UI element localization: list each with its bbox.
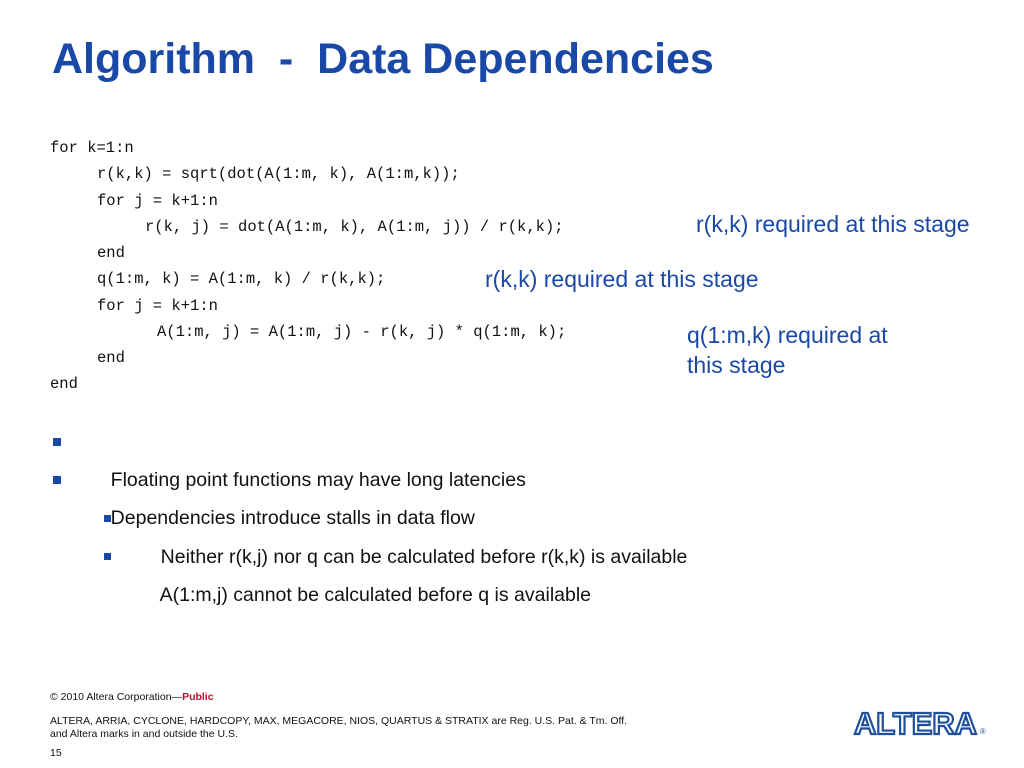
bullet-square-icon [104,515,111,522]
registered-mark: ® [980,727,986,736]
annotation-q-line1: q(1:m,k) required at [687,322,888,348]
altera-logo-text: ALTERA [854,706,977,739]
altera-logo [852,705,987,739]
public-label: Public [182,691,214,703]
code-line: A(1:m, j) = A(1:m, j) - r(k, j) * q(1:m, k); [157,323,567,341]
copyright-text: © 2010 Altera Corporation— [50,691,183,703]
slide-title: Algorithm - Data Dependencies [52,35,714,83]
code-line: end [97,244,125,262]
code-line: for k=1:n [50,139,134,157]
footer-trademark-line2: and Altera marks in and outside the U.S. [50,728,238,740]
footer-trademark-line1: ALTERA, ARRIA, CYCLONE, HARDCOPY, MAX, MEGACORE, NIOS, QUARTUS & STRATIX are Reg. U.S. Pat. & Tm. Off. [50,715,628,727]
code-line: end [50,375,78,393]
page-number: 15 [50,747,62,759]
code-line: r(k,k) = sqrt(dot(A(1:m, k), A(1:m,k)); [97,165,460,183]
bullet-text: Dependencies introduce stalls in data flow [110,507,475,529]
bullet-text: Floating point functions may have long latencies [110,469,526,491]
bullet-square-icon [53,476,61,484]
code-line: r(k, j) = dot(A(1:m, k), A(1:m, j)) / r(k,k); [145,218,564,236]
bullet-square-icon [104,553,111,560]
annotation-q [687,320,888,380]
bullet-text: A(1:m,j) cannot be calculated before q is available [159,584,592,606]
code-line: q(1:m, k) = A(1:m, k) / r(k,k); [97,270,386,288]
footer-copyright [50,692,214,703]
code-line: for j = k+1:n [97,297,218,315]
code-line: end [97,349,125,367]
bullet-square-icon [53,438,61,446]
annotation-rkk-outer: r(k,k) required at this stage [485,266,759,292]
annotation-q-line2: this stage [687,352,786,378]
bullet-text: Neither r(k,j) nor q can be calculated before r(k,k) is available [160,546,688,568]
annotation-rkk-inner: r(k,k) required at this stage [696,211,970,237]
sub-bullet-item [139,547,591,625]
code-line: for j = k+1:n [97,192,218,210]
